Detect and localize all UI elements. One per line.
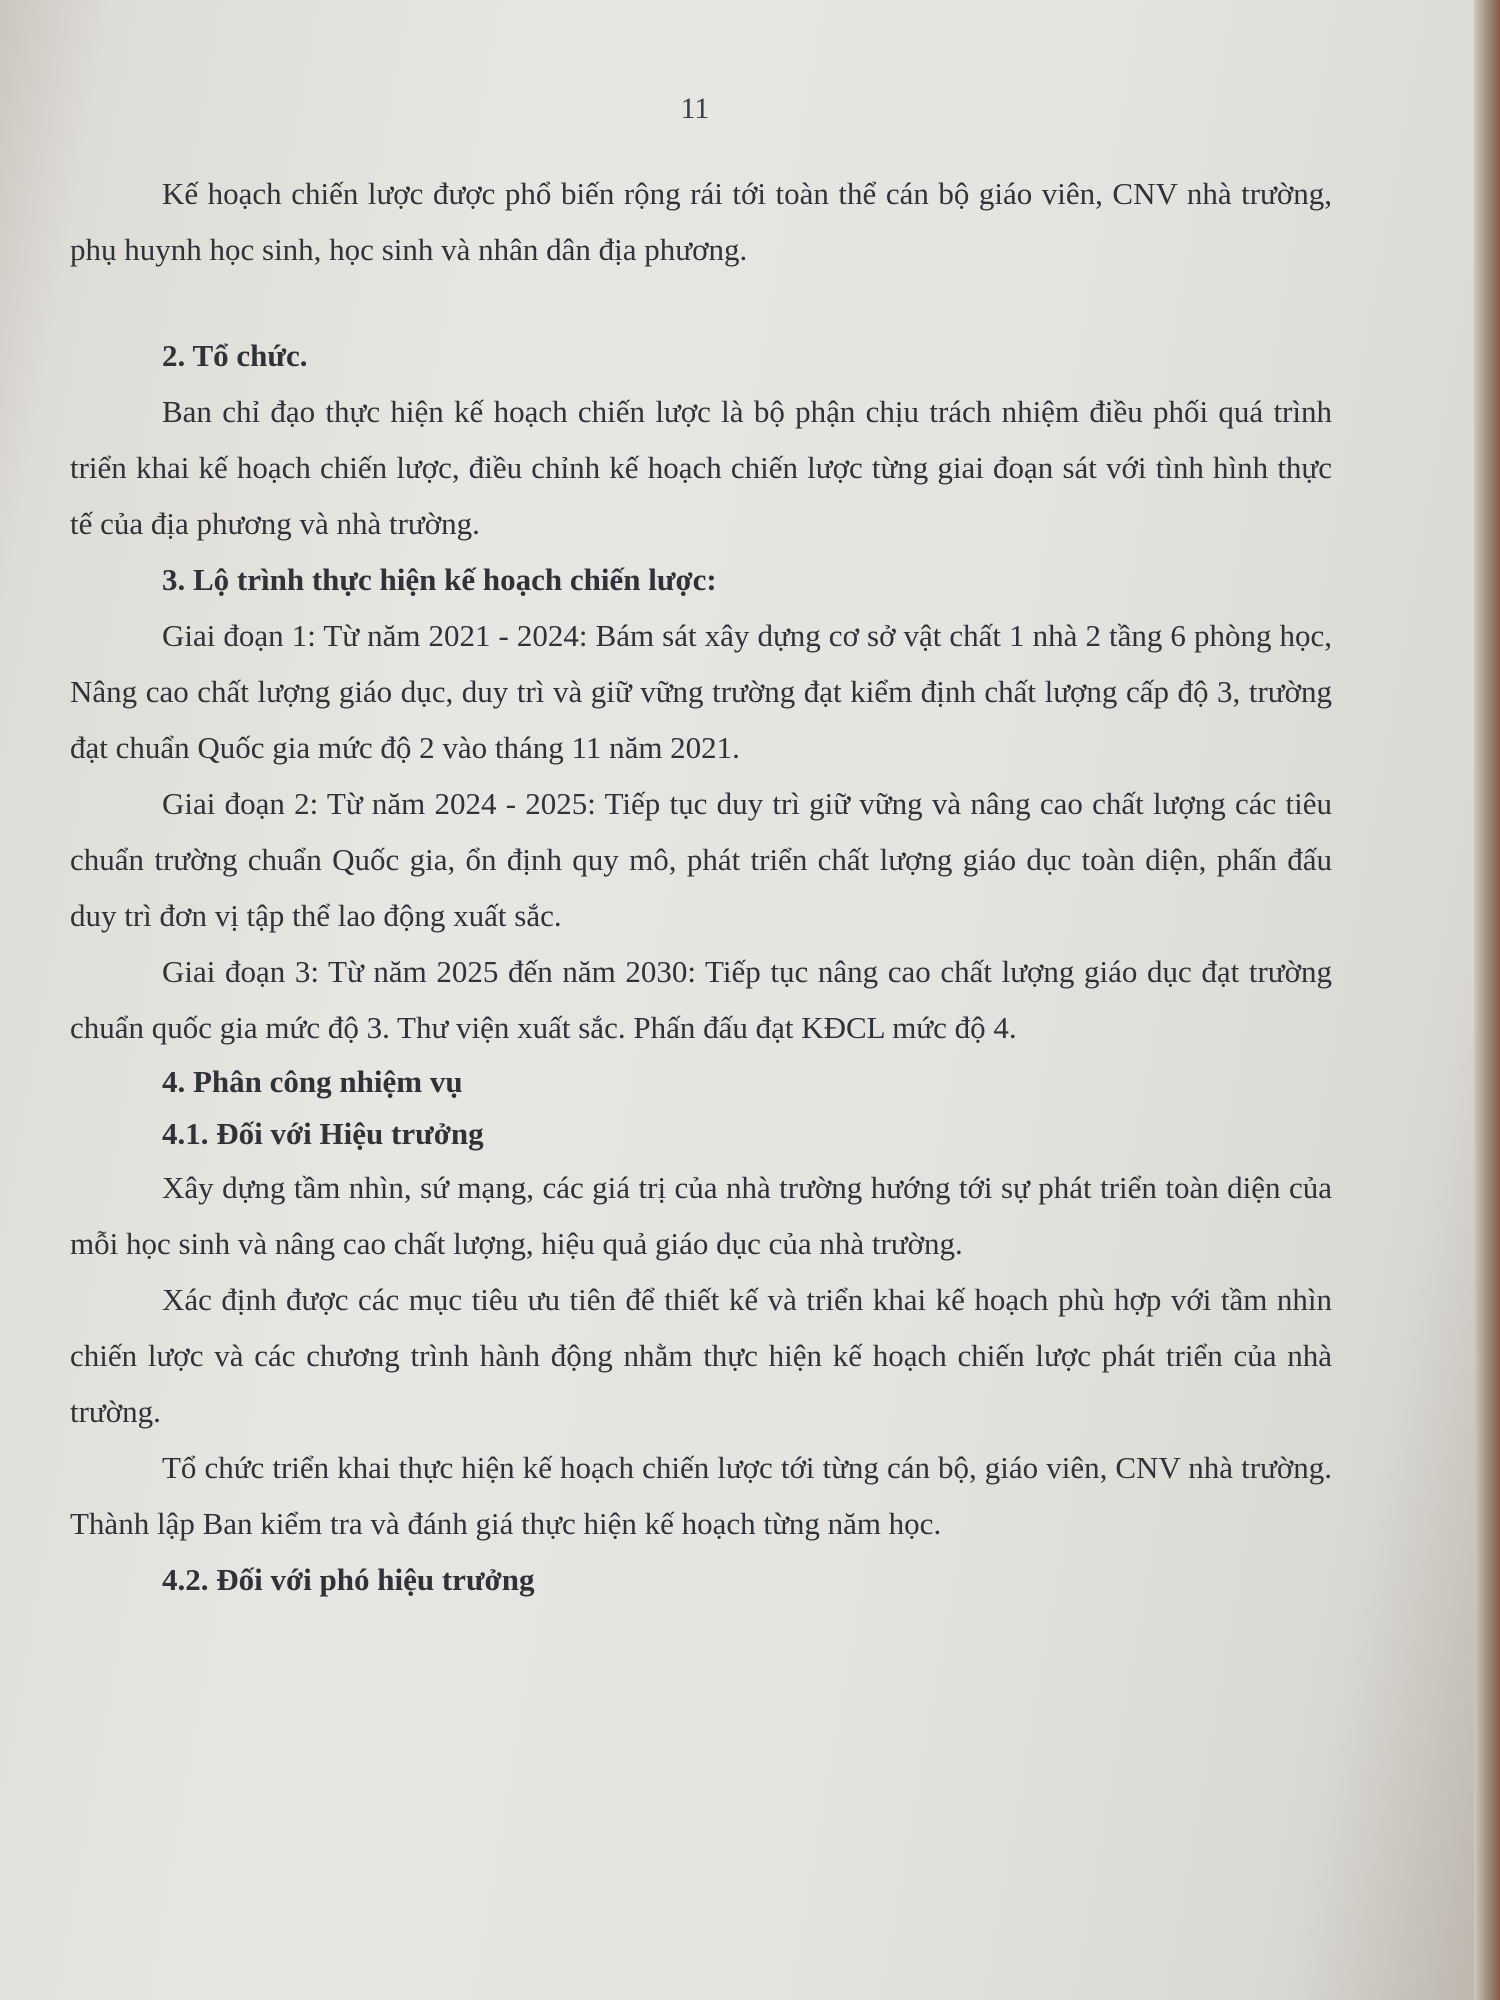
page-number: 11 — [680, 92, 710, 125]
paragraph-phase-1: Giai đoạn 1: Từ năm 2021 - 2024: Bám sát xây dựng cơ sở vật chất 1 nhà 2 tầng 6 phòng học, Nâng cao chất lượng giáo dục, duy trì và giữ vững trường đạt kiểm định chất lượng cấp độ 3, trường đạt chuẩn Quốc gia mức độ 2 vào tháng 11 năm 2021. — [70, 618, 1332, 765]
paragraph-dissemination: Kế hoạch chiến lược được phổ biến rộng rái tới toàn thể cán bộ giáo viên, CNV nhà trường, phụ huynh học sinh, học sinh và nhân dân địa phương. — [70, 176, 1332, 267]
paragraph-principal-vision: Xây dựng tầm nhìn, sứ mạng, các giá trị của nhà trường hướng tới sự phát triển toàn diện của mỗi học sinh và nâng cao chất lượng, hiệu quả giáo dục của nhà trường. — [70, 1170, 1332, 1261]
page-edge-shadow — [1474, 0, 1500, 2000]
paragraph-phase-2: Giai đoạn 2: Từ năm 2024 - 2025: Tiếp tục duy trì giữ vững và nâng cao chất lượng các tiêu chuẩn trường chuẩn Quốc gia, ổn định quy mô, phát triển chất lượng giáo dục toàn diện, phấn đấu duy trì đơn vị tập thể lao động xuất sắc. — [70, 786, 1332, 933]
paragraph-principal-goals: Xác định được các mục tiêu ưu tiên để thiết kế và triển khai kế hoạch phù hợp với tầm nhìn chiến lược và các chương trình hành động nhằm thực hiện kế hoạch chiến lược phát triển của nhà trường. — [70, 1282, 1332, 1429]
heading-principal: 4.1. Đối với Hiệu trưởng — [162, 1116, 484, 1151]
paragraph-phase-3: Giai đoạn 3: Từ năm 2025 đến năm 2030: Tiếp tục nâng cao chất lượng giáo dục đạt trường chuẩn quốc gia mức độ 3. Thư viện xuất sắc. Phấn đấu đạt KĐCL mức độ 4. — [70, 954, 1332, 1045]
document-body — [70, 166, 1332, 1608]
paragraph-principal-implementation: Tổ chức triển khai thực hiện kế hoạch chiến lược tới từng cán bộ, giáo viên, CNV nhà trường. Thành lập Ban kiểm tra và đánh giá thực hiện kế hoạch từng năm học. — [70, 1450, 1332, 1541]
paragraph-steering-committee: Ban chỉ đạo thực hiện kế hoạch chiến lược là bộ phận chịu trách nhiệm điều phối quá trình triển khai kế hoạch chiến lược, điều chỉnh kế hoạch chiến lược từng giai đoạn sát với tình hình thực tế của địa phương và nhà trường. — [70, 394, 1332, 541]
heading-task-assignment: 4. Phân công nhiệm vụ — [162, 1064, 463, 1099]
heading-vice-principal: 4.2. Đối với phó hiệu trưởng — [162, 1562, 535, 1597]
heading-organization: 2. Tổ chức. — [162, 338, 308, 373]
heading-roadmap: 3. Lộ trình thực hiện kế hoạch chiến lược: — [162, 562, 717, 597]
